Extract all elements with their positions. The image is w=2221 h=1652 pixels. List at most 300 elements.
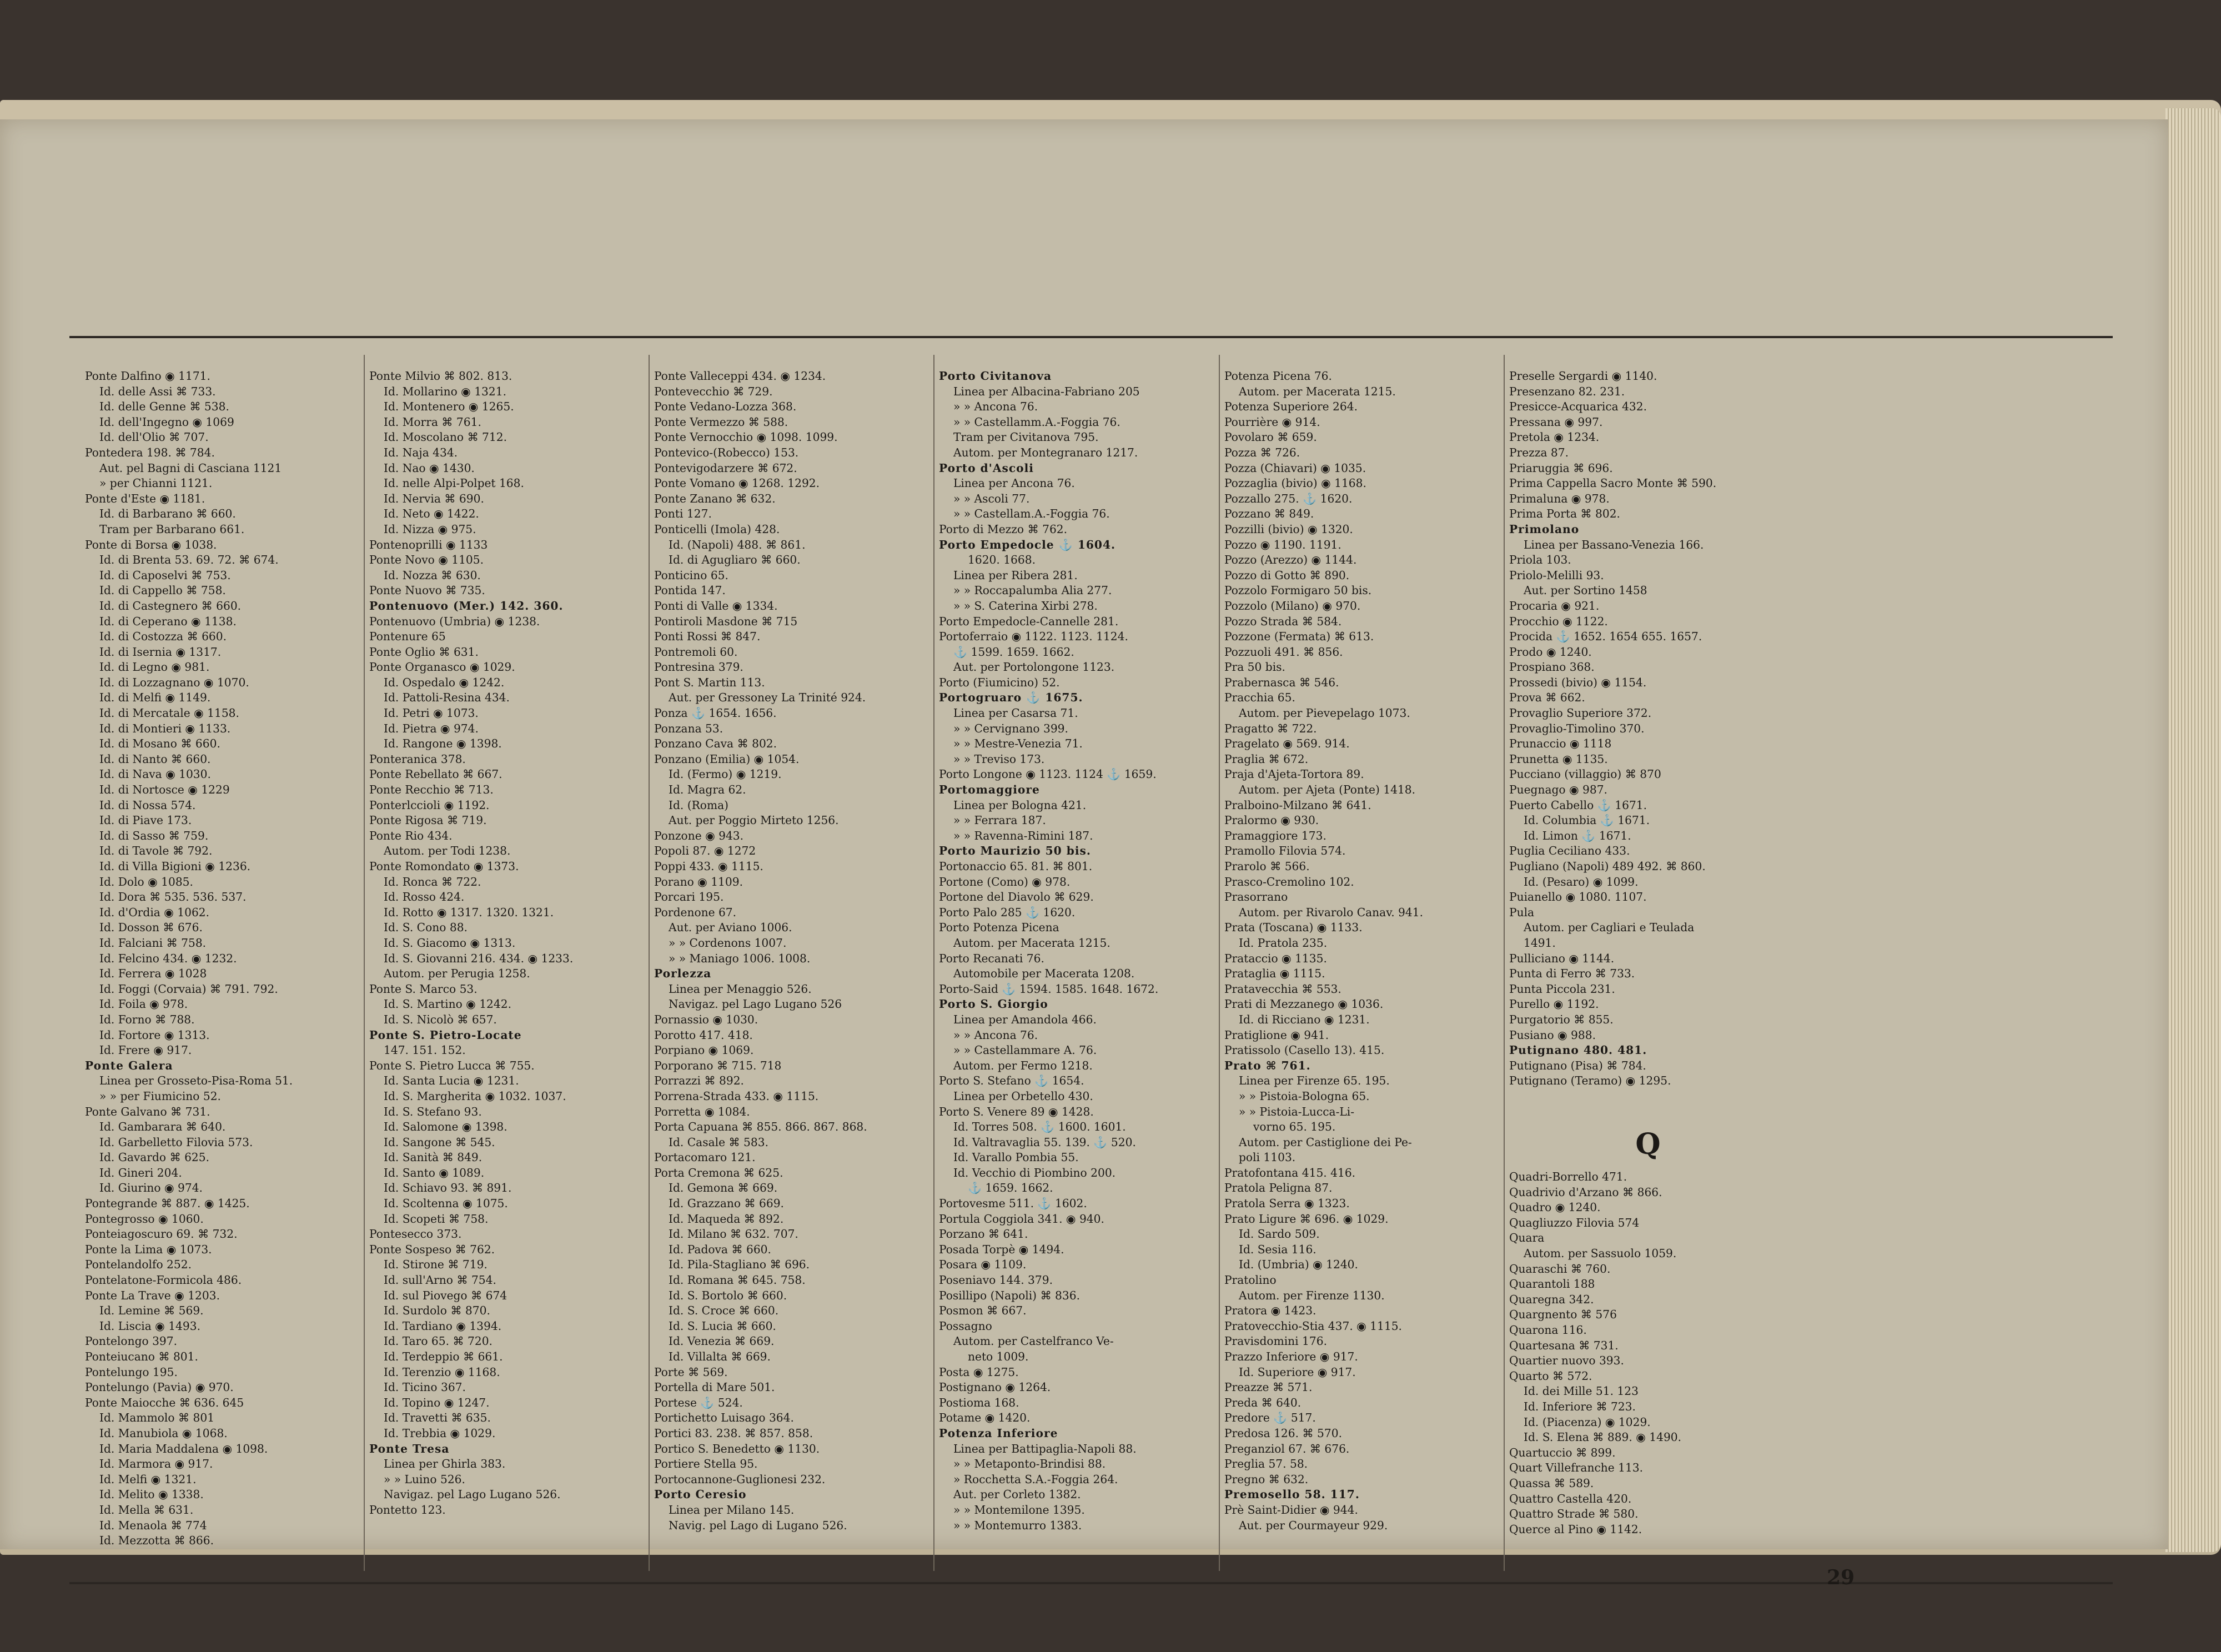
index-entry: Id. Santo ◉ 1089. bbox=[384, 1166, 485, 1179]
index-entry: Id. di Melfi ◉ 1149. bbox=[99, 691, 211, 705]
index-entry: Porano ◉ 1109. bbox=[654, 875, 743, 888]
index-entry: Id. Rangone ◉ 1398. bbox=[384, 737, 502, 751]
index-entry: Pugliano (Napoli) 489 492. ⌘ 860. bbox=[1509, 860, 1706, 873]
index-entry: Quargnento ⌘ 576 bbox=[1509, 1308, 1617, 1322]
index-entry: » » per Fiumicino 52. bbox=[99, 1089, 221, 1103]
index-entry: Pozzo Strada ⌘ 584. bbox=[1224, 614, 1342, 628]
index-entry: Aut. pel Bagni di Casciana 1121 bbox=[99, 461, 282, 475]
index-heading: Porto Empedocle ⚓ 1604. bbox=[939, 538, 1116, 551]
index-entry: Id. Tardiano ◉ 1394. bbox=[384, 1319, 502, 1333]
index-entry: Praglia ⌘ 672. bbox=[1224, 752, 1309, 766]
index-entry: Porte ⌘ 569. bbox=[654, 1365, 728, 1379]
index-entry: Pontevico-(Robecco) 153. bbox=[654, 445, 799, 459]
index-entry: Id. Travetti ⌘ 635. bbox=[384, 1411, 491, 1425]
index-entry: Ponte S. Marco 53. bbox=[369, 982, 478, 996]
index-entry: Puglia Ceciliano 433. bbox=[1509, 844, 1630, 858]
index-entry: Pratofontana 415. 416. bbox=[1224, 1166, 1356, 1179]
index-entry: Id. (Pesaro) ◉ 1099. bbox=[1524, 875, 1639, 888]
index-entry: Linea per Albacina-Fabriano 205 bbox=[953, 384, 1140, 398]
index-entry: Id. Terenzio ◉ 1168. bbox=[384, 1365, 500, 1379]
index-entry: Ponte Novo ◉ 1105. bbox=[369, 553, 484, 567]
index-entry: Ponteranica 378. bbox=[369, 752, 466, 766]
index-heading: Prato ⌘ 761. bbox=[1224, 1058, 1311, 1072]
index-entry: Aut. per Courmayeur 929. bbox=[1239, 1518, 1388, 1532]
index-entry: Id. di Mercatale ◉ 1158. bbox=[99, 706, 239, 720]
index-entry: Purgatorio ⌘ 855. bbox=[1509, 1012, 1614, 1026]
index-entry: Pula bbox=[1509, 905, 1535, 919]
index-entry: » per Chianni 1121. bbox=[99, 476, 213, 490]
index-entry: Pozzuoli 491. ⌘ 856. bbox=[1224, 645, 1343, 659]
index-entry: Pontelungo (Pavia) ◉ 970. bbox=[85, 1380, 234, 1394]
index-entry: Id. Sardo 509. bbox=[1239, 1227, 1320, 1241]
index-entry: Prasorrano bbox=[1224, 890, 1288, 904]
index-entry: Id. Villalta ⌘ 669. bbox=[669, 1350, 771, 1363]
index-entry: Porretta ◉ 1084. bbox=[654, 1104, 750, 1118]
index-heading: Portomaggiore bbox=[939, 783, 1040, 797]
index-entry: Putignano (Teramo) ◉ 1295. bbox=[1509, 1074, 1671, 1088]
column-divider bbox=[1504, 355, 1505, 1571]
index-entry: Prima Cappella Sacro Monte ⌘ 590. bbox=[1509, 476, 1717, 490]
index-entry: Autom. per Macerata 1215. bbox=[953, 936, 1110, 950]
index-entry: Quattro Strade ⌘ 580. bbox=[1509, 1507, 1639, 1521]
index-entry: Ponte Recchio ⌘ 713. bbox=[369, 783, 494, 797]
index-entry: Id. Scoltenna ◉ 1075. bbox=[384, 1197, 508, 1211]
index-entry: Id. di Lozzagnano ◉ 1070. bbox=[99, 675, 249, 689]
index-column-1 bbox=[85, 369, 365, 1549]
index-entry: Praja d'Ajeta-Tortora 89. bbox=[1224, 767, 1364, 781]
index-entry: Ponti di Valle ◉ 1334. bbox=[654, 599, 778, 612]
index-entry: Autom. per Ajeta (Ponte) 1418. bbox=[1239, 783, 1416, 797]
index-entry: Id. Morra ⌘ 761. bbox=[384, 415, 481, 429]
index-entry: ⚓ 1659. 1662. bbox=[968, 1181, 1053, 1195]
index-entry: Ponte Valleceppi 434. ◉ 1234. bbox=[654, 369, 826, 383]
index-entry: Pontevecchio ⌘ 729. bbox=[654, 384, 773, 398]
index-entry: Id. Ronca ⌘ 722. bbox=[384, 875, 481, 888]
index-entry: Pramaggiore 173. bbox=[1224, 828, 1326, 842]
index-entry: Pontedera 198. ⌘ 784. bbox=[85, 445, 215, 459]
index-entry: Id. Nao ◉ 1430. bbox=[384, 461, 475, 475]
index-entry: Potenza Superiore 264. bbox=[1224, 400, 1358, 414]
index-entry: Id. di Brenta 53. 69. 72. ⌘ 674. bbox=[99, 553, 279, 567]
index-entry: Pozzo ◉ 1190. 1191. bbox=[1224, 538, 1341, 551]
index-entry: Porto Empedocle-Cannelle 281. bbox=[939, 614, 1119, 628]
index-heading: Porto d'Ascoli bbox=[939, 461, 1034, 475]
index-entry: Ponzone ◉ 943. bbox=[654, 828, 744, 842]
index-entry: Pozzilli (bivio) ◉ 1320. bbox=[1224, 522, 1353, 536]
index-entry: Ponteiucano ⌘ 801. bbox=[85, 1350, 198, 1363]
column-divider bbox=[1219, 355, 1220, 1571]
index-entry: » » Ravenna-Rimini 187. bbox=[953, 828, 1093, 842]
index-entry: Pragelato ◉ 569. 914. bbox=[1224, 737, 1350, 751]
index-entry: Id. Scopeti ⌘ 758. bbox=[384, 1212, 489, 1226]
index-entry: Quassa ⌘ 589. bbox=[1509, 1476, 1594, 1490]
index-entry: Porto Palo 285 ⚓ 1620. bbox=[939, 905, 1076, 919]
index-entry: Id. Dora ⌘ 535. 536. 537. bbox=[99, 890, 247, 904]
index-entry: Id. Neto ◉ 1422. bbox=[384, 507, 479, 521]
index-entry: Id. Schiavo 93. ⌘ 891. bbox=[384, 1181, 512, 1195]
column-divider bbox=[364, 355, 365, 1571]
index-entry: Id. di Castegnero ⌘ 660. bbox=[99, 599, 242, 612]
index-entry: Id. Mollarino ◉ 1321. bbox=[384, 384, 507, 398]
index-entry: Portone (Como) ◉ 978. bbox=[939, 875, 1071, 888]
index-entry: Id. di Costozza ⌘ 660. bbox=[99, 630, 227, 644]
index-entry: » » Treviso 173. bbox=[953, 752, 1045, 766]
index-entry: Id. Varallo Pombia 55. bbox=[953, 1151, 1079, 1164]
index-entry: neto 1009. bbox=[968, 1350, 1029, 1363]
index-entry: Id. dei Mille 51. 123 bbox=[1524, 1384, 1639, 1398]
index-entry: Portici 83. 238. ⌘ 857. 858. bbox=[654, 1426, 813, 1440]
index-entry: Id. Stirone ⌘ 719. bbox=[384, 1258, 488, 1272]
index-entry: Id. Gemona ⌘ 669. bbox=[669, 1181, 778, 1195]
index-entry: Autom. per Sassuolo 1059. bbox=[1524, 1247, 1677, 1261]
index-entry: Postignano ◉ 1264. bbox=[939, 1380, 1051, 1394]
index-entry: Porto di Mezzo ⌘ 762. bbox=[939, 522, 1068, 536]
index-entry: » » Castellammare A. 76. bbox=[953, 1043, 1097, 1057]
index-entry: Procida ⚓ 1652. 1654 655. 1657. bbox=[1509, 630, 1702, 644]
index-entry: Predore ⚓ 517. bbox=[1224, 1411, 1316, 1425]
index-entry: Provaglio Superiore 372. bbox=[1509, 706, 1652, 720]
index-entry: Autom. per Firenze 1130. bbox=[1239, 1288, 1385, 1302]
index-entry: Id. S. Giovanni 216. 434. ◉ 1233. bbox=[384, 951, 574, 965]
index-entry: Linea per Menaggio 526. bbox=[669, 982, 812, 996]
index-entry: Autom. per Rivarolo Canav. 941. bbox=[1239, 905, 1423, 919]
index-entry: Punta di Ferro ⌘ 733. bbox=[1509, 967, 1635, 981]
index-entry: Poppi 433. ◉ 1115. bbox=[654, 860, 763, 873]
index-heading: Primolano bbox=[1509, 522, 1580, 536]
index-entry: Id. Garbelletto Filovia 573. bbox=[99, 1135, 253, 1149]
index-entry: Pratolino bbox=[1224, 1273, 1277, 1287]
index-entry: Id. d'Ordia ◉ 1062. bbox=[99, 905, 210, 919]
index-entry: Prospiano 368. bbox=[1509, 660, 1595, 674]
index-entry: » Rocchetta S.A.-Foggia 264. bbox=[953, 1472, 1118, 1486]
index-entry: Id. Montenero ◉ 1265. bbox=[384, 400, 514, 414]
index-entry: Id. Ticino 367. bbox=[384, 1380, 466, 1394]
index-entry: Autom. per Castelfranco Ve- bbox=[953, 1334, 1114, 1348]
index-entry: Portone del Diavolo ⌘ 629. bbox=[939, 890, 1094, 904]
index-entry: Pralboino-Milzano ⌘ 641. bbox=[1224, 798, 1371, 812]
index-entry: Porta Cremona ⌘ 625. bbox=[654, 1166, 783, 1179]
index-entry: Ponte Dalfino ◉ 1171. bbox=[85, 369, 210, 383]
index-entry: Prè Saint-Didier ◉ 944. bbox=[1224, 1503, 1358, 1517]
index-entry: Prima Porta ⌘ 802. bbox=[1509, 507, 1620, 521]
index-entry: Prataglia ◉ 1115. bbox=[1224, 967, 1325, 981]
index-entry: Id. Padova ⌘ 660. bbox=[669, 1242, 771, 1256]
index-entry: Prasco-Cremolino 102. bbox=[1224, 875, 1354, 888]
index-entry: Quaraschi ⌘ 760. bbox=[1509, 1262, 1611, 1276]
index-entry: Id. di Ricciano ◉ 1231. bbox=[1239, 1012, 1370, 1026]
index-entry: Linea per Grosseto-Pisa-Roma 51. bbox=[99, 1074, 293, 1088]
index-entry: Ponte Nuovo ⌘ 735. bbox=[369, 584, 485, 597]
index-entry: Id. Mammolo ⌘ 801 bbox=[99, 1411, 215, 1425]
index-entry: Id. Valtravaglia 55. 139. ⚓ 520. bbox=[953, 1135, 1136, 1149]
index-entry: Pozzone (Fermata) ⌘ 613. bbox=[1224, 630, 1374, 644]
index-entry: Porpiano ◉ 1069. bbox=[654, 1043, 754, 1057]
index-entry: Pratora ◉ 1423. bbox=[1224, 1304, 1316, 1318]
index-entry: Autom. per Todi 1238. bbox=[384, 844, 511, 858]
index-entry: Portonaccio 65. 81. ⌘ 801. bbox=[939, 860, 1093, 873]
index-entry: Pra 50 bis. bbox=[1224, 660, 1285, 674]
index-entry: Porporano ⌘ 715. 718 bbox=[654, 1058, 782, 1072]
index-entry: Priola 103. bbox=[1509, 553, 1571, 567]
index-entry: Id. Ospedalo ◉ 1242. bbox=[384, 675, 505, 689]
index-entry: Aut. per Poggio Mirteto 1256. bbox=[669, 814, 839, 827]
index-entry: Id. delle Genne ⌘ 538. bbox=[99, 400, 229, 414]
index-entry: Id. Columbia ⚓ 1671. bbox=[1524, 814, 1650, 827]
index-entry: Pozza ⌘ 726. bbox=[1224, 445, 1300, 459]
index-entry: Ponte Vomano ◉ 1268. 1292. bbox=[654, 476, 820, 490]
index-entry: Porto Potenza Picena bbox=[939, 921, 1059, 935]
index-entry: Portico S. Benedetto ◉ 1130. bbox=[654, 1442, 820, 1455]
index-entry: Id. di Villa Bigioni ◉ 1236. bbox=[99, 860, 251, 873]
index-entry: Linea per Bologna 421. bbox=[953, 798, 1087, 812]
index-entry: Pourrière ◉ 914. bbox=[1224, 415, 1320, 429]
index-entry: Id. Romana ⌘ 645. 758. bbox=[669, 1273, 806, 1287]
index-entry: Id. Rotto ◉ 1317. 1320. 1321. bbox=[384, 905, 554, 919]
index-entry: Porrazzi ⌘ 892. bbox=[654, 1074, 744, 1088]
index-entry: Id. di Nava ◉ 1030. bbox=[99, 767, 211, 781]
index-entry: Id. Maria Maddalena ◉ 1098. bbox=[99, 1442, 268, 1455]
index-entry: Autom. per Cagliari e Teulada bbox=[1524, 921, 1695, 935]
index-heading: Ponte Tresa bbox=[369, 1442, 450, 1455]
index-entry: Pontenoprilli ◉ 1133 bbox=[369, 538, 488, 551]
index-entry: Ponzana 53. bbox=[654, 721, 723, 735]
index-entry: Presenzano 82. 231. bbox=[1509, 384, 1625, 398]
index-entry: Pravisdomini 176. bbox=[1224, 1334, 1327, 1348]
index-entry: 147. 151. 152. bbox=[384, 1043, 466, 1057]
section-letter: Q bbox=[1635, 1127, 1661, 1162]
index-entry: poli 1103. bbox=[1239, 1151, 1296, 1164]
index-entry: Aut. per Aviano 1006. bbox=[669, 921, 792, 935]
index-entry: Id. (Piacenza) ◉ 1029. bbox=[1524, 1415, 1651, 1429]
index-entry: Postioma 168. bbox=[939, 1395, 1019, 1409]
index-heading: Porto S. Giorgio bbox=[939, 997, 1048, 1011]
index-entry: Ponza ⚓ 1654. 1656. bbox=[654, 706, 777, 720]
index-entry: Ponte Rebellato ⌘ 667. bbox=[369, 767, 503, 781]
index-entry: Quagliuzzo Filovia 574 bbox=[1509, 1216, 1640, 1229]
index-entry: Quarantoli 188 bbox=[1509, 1277, 1595, 1291]
index-entry: Pretola ◉ 1234. bbox=[1509, 430, 1600, 444]
index-entry: Linea per Orbetello 430. bbox=[953, 1089, 1093, 1103]
index-entry: Pontetto 123. bbox=[369, 1503, 446, 1517]
index-entry: Tram per Civitanova 795. bbox=[953, 430, 1099, 444]
index-entry: Id. Vecchio di Piombino 200. bbox=[953, 1166, 1116, 1179]
index-entry: Prunetta ◉ 1135. bbox=[1509, 752, 1608, 766]
index-entry: Id. Lemine ⌘ 569. bbox=[99, 1304, 204, 1318]
index-entry: Navigaz. pel Lago Lugano 526 bbox=[669, 997, 842, 1011]
index-entry: » » Ascoli 77. bbox=[953, 491, 1030, 505]
index-entry: Id. sul Piovego ⌘ 674 bbox=[384, 1288, 507, 1302]
index-entry: Id. di Tavole ⌘ 792. bbox=[99, 844, 213, 858]
index-entry: Portella di Mare 501. bbox=[654, 1380, 775, 1394]
index-entry: Quartesana ⌘ 731. bbox=[1509, 1338, 1619, 1352]
index-entry: » » Castellam.A.-Foggia 76. bbox=[953, 507, 1110, 521]
index-entry: Id. (Napoli) 488. ⌘ 861. bbox=[669, 538, 806, 551]
index-entry: Pracchia 65. bbox=[1224, 691, 1295, 705]
index-heading: Porto Civitanova bbox=[939, 369, 1052, 383]
index-entry: Quadrivio d'Arzano ⌘ 866. bbox=[1509, 1185, 1662, 1199]
index-entry: Pozzano ⌘ 849. bbox=[1224, 507, 1314, 521]
index-entry: Id. Torres 508. ⚓ 1600. 1601. bbox=[953, 1120, 1126, 1134]
index-entry: » » Pistoia-Bologna 65. bbox=[1239, 1089, 1370, 1103]
index-entry: Pontelungo 195. bbox=[85, 1365, 178, 1379]
index-entry: Ponzano Cava ⌘ 802. bbox=[654, 737, 777, 751]
index-entry: Querce al Pino ◉ 1142. bbox=[1509, 1522, 1642, 1536]
index-entry: Linea per Battipaglia-Napoli 88. bbox=[953, 1442, 1137, 1455]
index-entry: Id. Pila-Stagliano ⌘ 696. bbox=[669, 1258, 810, 1272]
index-entry: vorno 65. 195. bbox=[1253, 1120, 1336, 1134]
index-entry: Id. S. Nicolò ⌘ 657. bbox=[384, 1012, 497, 1026]
index-entry: Id. Inferiore ⌘ 723. bbox=[1524, 1400, 1636, 1413]
index-entry: Potame ◉ 1420. bbox=[939, 1411, 1031, 1425]
index-entry: Portichetto Luisago 364. bbox=[654, 1411, 794, 1425]
index-entry: Linea per Milano 145. bbox=[669, 1503, 795, 1517]
index-entry: Id. S. Lucia ⌘ 660. bbox=[669, 1319, 776, 1333]
index-entry: Pozza (Chiavari) ◉ 1035. bbox=[1224, 461, 1366, 475]
index-entry: Quart Villefranche 113. bbox=[1509, 1461, 1644, 1475]
index-entry: Porto S. Venere 89 ◉ 1428. bbox=[939, 1104, 1094, 1118]
index-entry: Id. di Ceperano ◉ 1138. bbox=[99, 614, 237, 628]
index-entry: Autom. per Perugia 1258. bbox=[384, 967, 530, 981]
index-column-6 bbox=[1509, 369, 1787, 1537]
index-entry: Ponti 127. bbox=[654, 507, 712, 521]
index-heading: Ponte Galera bbox=[85, 1058, 173, 1072]
index-entry: Id. di Montieri ◉ 1133. bbox=[99, 721, 231, 735]
index-entry: Id. Marmora ◉ 917. bbox=[99, 1457, 213, 1471]
index-entry: Pozzolo (Milano) ◉ 970. bbox=[1224, 599, 1361, 612]
index-entry: Tram per Barbarano 661. bbox=[99, 522, 245, 536]
index-entry: Portocannone-Guglionesi 232. bbox=[654, 1472, 826, 1486]
index-entry: Linea per Casarsa 71. bbox=[953, 706, 1078, 720]
index-entry: Ponte S. Pietro Lucca ⌘ 755. bbox=[369, 1058, 535, 1072]
column-divider bbox=[649, 355, 650, 1571]
index-entry: Id. Maqueda ⌘ 892. bbox=[669, 1212, 784, 1226]
index-entry: Id. S. Stefano 93. bbox=[384, 1104, 482, 1118]
index-entry: Id. Topino ◉ 1247. bbox=[384, 1395, 490, 1409]
index-entry: Preselle Sergardi ◉ 1140. bbox=[1509, 369, 1657, 383]
index-entry: Pontelongo 397. bbox=[85, 1334, 178, 1348]
index-entry: Linea per Bassano-Venezia 166. bbox=[1524, 538, 1704, 551]
index-entry: Puegnago ◉ 987. bbox=[1509, 783, 1607, 797]
index-entry: 1491. bbox=[1524, 936, 1556, 950]
index-entry: Id. Pratola 235. bbox=[1239, 936, 1328, 950]
index-entry: Id. Manubiola ◉ 1068. bbox=[99, 1426, 228, 1440]
index-entry bbox=[1509, 1104, 1787, 1120]
index-entry: Id. Trebbia ◉ 1029. bbox=[384, 1426, 496, 1440]
index-entry: Ponteiagoscuro 69. ⌘ 732. bbox=[85, 1227, 238, 1241]
index-entry: Id. (Roma) bbox=[669, 798, 729, 812]
index-entry: Id. di Legno ◉ 981. bbox=[99, 660, 210, 674]
index-entry: Portovesme 511. ⚓ 1602. bbox=[939, 1197, 1087, 1211]
index-entry: Quartier nuovo 393. bbox=[1509, 1354, 1624, 1368]
index-entry: Navigaz. pel Lago Lugano 526. bbox=[384, 1488, 561, 1502]
index-entry: Ponticino 65. bbox=[654, 568, 728, 582]
index-entry: Preglia 57. 58. bbox=[1224, 1457, 1308, 1471]
index-entry: Id. delle Assi ⌘ 733. bbox=[99, 384, 216, 398]
index-heading: Ponte S. Pietro-Locate bbox=[369, 1028, 522, 1042]
index-entry: Prova ⌘ 662. bbox=[1509, 691, 1585, 705]
index-entry: Ponte Vernocchio ◉ 1098. 1099. bbox=[654, 430, 838, 444]
index-entry: Id. di Sasso ⌘ 759. bbox=[99, 828, 209, 842]
index-entry: Porto S. Stefano ⚓ 1654. bbox=[939, 1074, 1084, 1088]
index-entry: Ponte Vermezzo ⌘ 588. bbox=[654, 415, 788, 429]
index-entry: Id. Gineri 204. bbox=[99, 1166, 182, 1179]
index-entry: Id. Pattoli-Resina 434. bbox=[384, 691, 510, 705]
index-entry: Prabernasca ⌘ 546. bbox=[1224, 675, 1339, 689]
index-entry: Pratiglione ◉ 941. bbox=[1224, 1028, 1329, 1042]
index-entry: » » Cervignano 399. bbox=[953, 721, 1068, 735]
index-entry: Prodo ◉ 1240. bbox=[1509, 645, 1592, 659]
index-entry: Porzano ⌘ 641. bbox=[939, 1227, 1028, 1241]
index-entry: Ponte Rigosa ⌘ 719. bbox=[369, 814, 487, 827]
index-entry: Id. dell'Ingegno ◉ 1069 bbox=[99, 415, 234, 429]
index-heading: Premosello 58. 117. bbox=[1224, 1488, 1360, 1502]
index-entry: Posada Torpè ◉ 1494. bbox=[939, 1242, 1064, 1256]
index-entry: Posta ◉ 1275. bbox=[939, 1365, 1019, 1379]
index-entry: Prezza 87. bbox=[1509, 445, 1569, 459]
index-entry: Porto-Said ⚓ 1594. 1585. 1648. 1672. bbox=[939, 982, 1159, 996]
index-entry: Id. Surdolo ⌘ 870. bbox=[384, 1304, 490, 1318]
index-entry: Pratissolo (Casello 13). 415. bbox=[1224, 1043, 1385, 1057]
index-entry: Ponte Oglio ⌘ 631. bbox=[369, 645, 479, 659]
index-entry: » » Maniago 1006. 1008. bbox=[669, 951, 811, 965]
index-entry: Pulliciano ◉ 1144. bbox=[1509, 951, 1615, 965]
index-entry: Ponte la Lima ◉ 1073. bbox=[85, 1242, 212, 1256]
index-entry: Ponte Milvio ⌘ 802. 813. bbox=[369, 369, 512, 383]
index-entry: Id. sull'Arno ⌘ 754. bbox=[384, 1273, 496, 1287]
index-entry: Id. Gavardo ⌘ 625. bbox=[99, 1151, 210, 1164]
index-entry: Ponti Rossi ⌘ 847. bbox=[654, 630, 761, 644]
index-entry: Quartuccio ⌘ 899. bbox=[1509, 1445, 1616, 1459]
index-entry: Id. Dolo ◉ 1085. bbox=[99, 875, 193, 888]
index-entry: Aut. per Corleto 1382. bbox=[953, 1488, 1081, 1502]
index-entry: » » Ferrara 187. bbox=[953, 814, 1046, 827]
index-entry: Quarto ⌘ 572. bbox=[1509, 1369, 1592, 1383]
index-entry: Pontelandolfo 252. bbox=[85, 1258, 192, 1272]
index-entry: Possagno bbox=[939, 1319, 992, 1333]
index-entry: Id. Forno ⌘ 788. bbox=[99, 1012, 195, 1026]
index-entry: Pontiroli Masdone ⌘ 715 bbox=[654, 614, 798, 628]
index-entry: Pramollo Filovia 574. bbox=[1224, 844, 1346, 858]
index-entry: Preda ⌘ 640. bbox=[1224, 1395, 1302, 1409]
index-entry: Ponte Galvano ⌘ 731. bbox=[85, 1104, 210, 1118]
index-entry: Id. di Caposelvi ⌘ 753. bbox=[99, 568, 231, 582]
index-entry: Id. S. Elena ⌘ 889. ◉ 1490. bbox=[1524, 1430, 1682, 1444]
index-entry: Portacomaro 121. bbox=[654, 1151, 756, 1164]
index-heading: Pontenuovo (Mer.) 142. 360. bbox=[369, 599, 564, 612]
index-entry: Id. Superiore ◉ 917. bbox=[1239, 1365, 1356, 1379]
index-entry: Ponte di Borsa ◉ 1038. bbox=[85, 538, 217, 551]
index-entry: Id. S. Bortolo ⌘ 660. bbox=[669, 1288, 787, 1302]
index-entry: Id. Sanità ⌘ 849. bbox=[384, 1151, 483, 1164]
index-entry: Porcari 195. bbox=[654, 890, 724, 904]
index-entry: Autom. per Montegranaro 1217. bbox=[953, 445, 1138, 459]
index-entry: Id. Foggi (Corvaia) ⌘ 791. 792. bbox=[99, 982, 278, 996]
index-entry: Aut. per Portolongone 1123. bbox=[953, 660, 1115, 674]
index-entry: Id. Liscia ◉ 1493. bbox=[99, 1319, 200, 1333]
index-entry: Id. Sangone ⌘ 545. bbox=[384, 1135, 495, 1149]
index-entry: Priaruggia ⌘ 696. bbox=[1509, 461, 1613, 475]
index-entry: Posara ◉ 1109. bbox=[939, 1258, 1027, 1272]
index-entry: Ponte Rio 434. bbox=[369, 828, 453, 842]
index-entry: Pregno ⌘ 632. bbox=[1224, 1472, 1309, 1486]
index-entry: Id. Fortore ◉ 1313. bbox=[99, 1028, 210, 1042]
index-entry: Id. S. Cono 88. bbox=[384, 921, 468, 935]
index-entry: Id. Melfi ◉ 1321. bbox=[99, 1472, 197, 1486]
index-entry: Id. Sesia 116. bbox=[1239, 1242, 1316, 1256]
index-entry: Id. di Agugliaro ⌘ 660. bbox=[669, 553, 801, 567]
index-entry: Poseniavo 144. 379. bbox=[939, 1273, 1053, 1287]
index-entry: Pozzallo 275. ⚓ 1620. bbox=[1224, 491, 1353, 505]
